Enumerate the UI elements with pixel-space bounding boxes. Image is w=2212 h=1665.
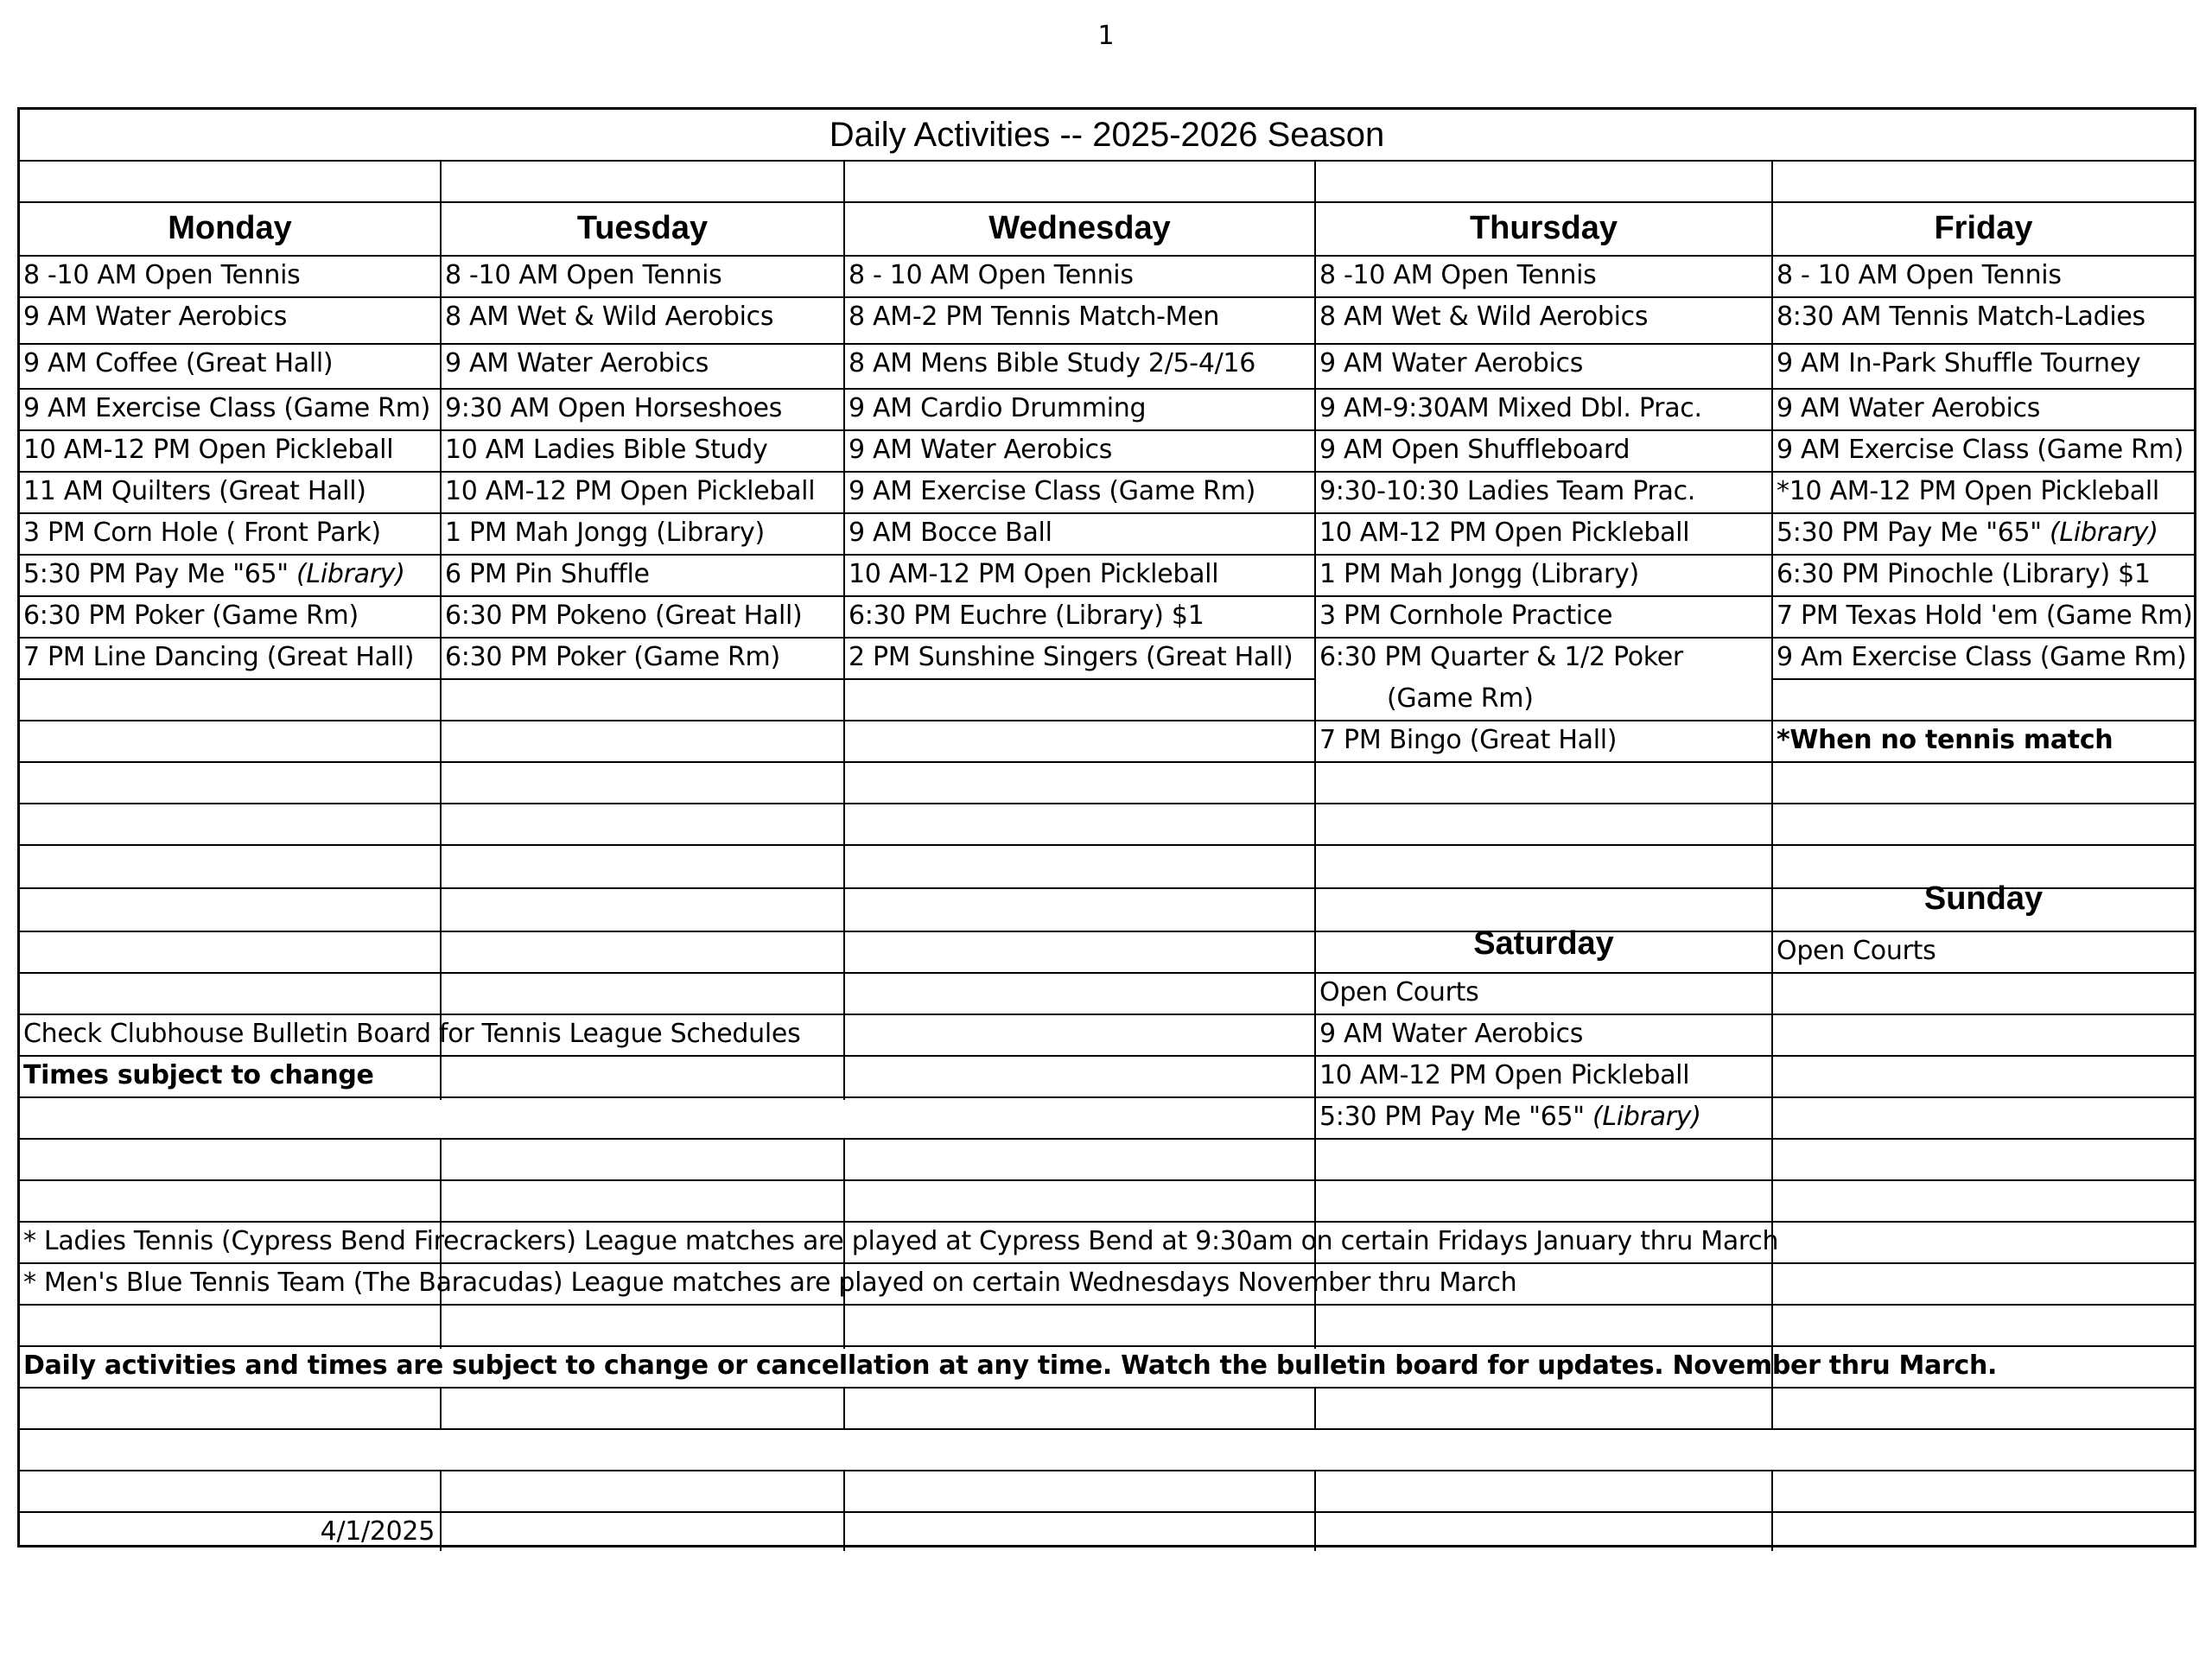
grid-line [20, 1055, 2194, 1057]
location-text: (Library) [1592, 1102, 1701, 1132]
grid-line [20, 595, 2194, 597]
wednesday-activity: 9 AM Exercise Class (Game Rm) [849, 476, 1256, 506]
grid-line [20, 296, 2194, 298]
grid-line [20, 388, 2194, 390]
grid-line [440, 1470, 442, 1551]
tuesday-activity: 1 PM Mah Jongg (Library) [445, 518, 765, 548]
friday-activity: 7 PM Texas Hold 'em (Game Rm) [1777, 601, 2193, 631]
saturday-activity: 9 AM Water Aerobics [1319, 1019, 1584, 1049]
monday-activity: 10 AM-12 PM Open Pickleball [23, 435, 394, 465]
activity-text: 5:30 PM Pay Me "65" [1319, 1102, 1585, 1132]
grid-line [20, 678, 1314, 680]
grid-line [20, 343, 2194, 345]
wednesday-activity: 8 AM-2 PM Tennis Match-Men [849, 302, 1220, 332]
grid-line [20, 1262, 2194, 1264]
thursday-activity: 9 AM Open Shuffleboard [1319, 435, 1630, 465]
grid-line [20, 844, 2194, 846]
day-header-friday: Friday [1934, 210, 2033, 246]
day-header-thursday: Thursday [1469, 210, 1618, 246]
location-text: (Library) [296, 559, 405, 589]
grid-line [843, 1387, 845, 1428]
day-header-sunday: Sunday [1923, 880, 2044, 917]
grid-line [20, 720, 2194, 721]
friday-activity: 8:30 AM Tennis Match-Ladies [1777, 302, 2145, 332]
sunday-activity: Open Courts [1777, 936, 1936, 966]
monday-activity: 7 PM Line Dancing (Great Hall) [23, 642, 415, 672]
friday-activity: 6:30 PM Pinochle (Library) $1 [1777, 559, 2151, 589]
grid-line [20, 637, 2194, 639]
daily-activities-note: Daily activities and times are subject to change or cancellation at any time. Watch the bulletin board for updates. November thru March. [23, 1350, 1998, 1381]
grid-line [1771, 1470, 1773, 1551]
grid-line [20, 471, 2194, 473]
activity-text: 5:30 PM Pay Me "65" [1777, 518, 2042, 548]
grid-line [20, 1014, 2194, 1015]
friday-note: *When no tennis match [1777, 725, 2113, 755]
thursday-activity: (Game Rm) [1387, 683, 1534, 714]
activity-text: 5:30 PM Pay Me "65" [23, 559, 289, 589]
grid-line [20, 1096, 2194, 1098]
monday-activity: 9 AM Exercise Class (Game Rm) [23, 393, 431, 423]
sheet-title: Daily Activities -- 2025-2026 Season [829, 116, 1385, 154]
grid-line [20, 1179, 2194, 1181]
grid-line [20, 803, 2194, 804]
tuesday-activity: 9 AM Water Aerobics [445, 348, 709, 378]
grid-line [20, 1387, 2194, 1389]
grid-line [20, 972, 2194, 974]
saturday-activity: 10 AM-12 PM Open Pickleball [1319, 1060, 1690, 1090]
grid-line [20, 201, 2194, 203]
friday-activity: 8 - 10 AM Open Tennis [1777, 260, 2062, 290]
wednesday-activity: 8 AM Mens Bible Study 2/5-4/16 [849, 348, 1256, 378]
friday-activity: 9 AM In-Park Shuffle Tourney [1777, 348, 2141, 378]
thursday-activity: 6:30 PM Quarter & 1/2 Poker [1319, 642, 1683, 672]
monday-activity: 3 PM Corn Hole ( Front Park) [23, 518, 381, 548]
tuesday-activity: 6:30 PM Poker (Game Rm) [445, 642, 780, 672]
grid-line [20, 1345, 2194, 1347]
wednesday-activity: 9 AM Water Aerobics [849, 435, 1113, 465]
thursday-activity: 10 AM-12 PM Open Pickleball [1319, 518, 1690, 548]
times-subject-note: Times subject to change [23, 1060, 374, 1090]
grid-line [20, 554, 2194, 556]
grid-line [440, 160, 442, 1100]
wednesday-activity: 2 PM Sunshine Singers (Great Hall) [849, 642, 1294, 672]
grid-line [20, 1428, 2194, 1430]
grid-line [20, 1511, 2194, 1513]
grid-line [20, 255, 2194, 257]
monday-activity: 6:30 PM Poker (Game Rm) [23, 601, 359, 631]
tuesday-activity: 10 AM-12 PM Open Pickleball [445, 476, 816, 506]
grid-line [1314, 160, 1316, 1349]
thursday-activity: 7 PM Bingo (Great Hall) [1319, 725, 1618, 755]
grid-line [20, 512, 2194, 514]
grid-line [20, 761, 2194, 763]
page-number: 1 [1097, 21, 1115, 51]
grid-line [843, 160, 845, 1100]
mens-league-note: * Men's Blue Tennis Team (The Baracudas) League matches are played on certain Wednesdays November thru March [23, 1268, 1517, 1298]
monday-activity: 9 AM Coffee (Great Hall) [23, 348, 334, 378]
tuesday-activity: 6:30 PM Pokeno (Great Hall) [445, 601, 803, 631]
grid-line [20, 1304, 2194, 1306]
wednesday-activity: 6:30 PM Euchre (Library) $1 [849, 601, 1205, 631]
ladies-league-note: * Ladies Tennis (Cypress Bend Firecrackers) League matches are played at Cypress Bend at 9:30am on certain Fridays January thru March [23, 1226, 1779, 1256]
day-header-saturday: Saturday [1473, 925, 1614, 962]
tuesday-activity: 6 PM Pin Shuffle [445, 559, 650, 589]
grid-line [440, 1387, 442, 1428]
thursday-activity: 8 AM Wet & Wild Aerobics [1319, 302, 1649, 332]
friday-activity: 9 AM Water Aerobics [1777, 393, 2041, 423]
day-header-monday: Monday [168, 210, 292, 246]
thursday-activity: 1 PM Mah Jongg (Library) [1319, 559, 1639, 589]
grid-line [20, 429, 2194, 431]
day-header-wednesday: Wednesday [988, 210, 1171, 246]
friday-activity: 9 Am Exercise Class (Game Rm) [1777, 642, 2187, 672]
wednesday-activity: 10 AM-12 PM Open Pickleball [849, 559, 1219, 589]
revision-date: 4/1/2025 [320, 1516, 435, 1547]
bulletin-note: Check Clubhouse Bulletin Board for Tennis League Schedules [23, 1019, 801, 1049]
wednesday-activity: 8 - 10 AM Open Tennis [849, 260, 1134, 290]
monday-activity: 9 AM Water Aerobics [23, 302, 288, 332]
friday-activity [1777, 518, 2158, 548]
tuesday-activity: 8 AM Wet & Wild Aerobics [445, 302, 774, 332]
wednesday-activity: 9 AM Bocce Ball [849, 518, 1052, 548]
grid-line [20, 1221, 2194, 1223]
thursday-activity: 9 AM-9:30AM Mixed Dbl. Prac. [1319, 393, 1702, 423]
grid-line [1314, 1470, 1316, 1551]
thursday-activity: 9:30-10:30 Ladies Team Prac. [1319, 476, 1696, 506]
grid-line [20, 931, 2194, 932]
monday-activity: 8 -10 AM Open Tennis [23, 260, 301, 290]
grid-line [20, 1470, 2194, 1471]
tuesday-activity: 8 -10 AM Open Tennis [445, 260, 722, 290]
grid-line [1771, 678, 2194, 680]
thursday-activity: 9 AM Water Aerobics [1319, 348, 1584, 378]
tuesday-activity: 10 AM Ladies Bible Study [445, 435, 768, 465]
grid-line [1314, 1387, 1316, 1428]
saturday-activity [1319, 1102, 1701, 1132]
tuesday-activity: 9:30 AM Open Horseshoes [445, 393, 783, 423]
day-header-tuesday: Tuesday [576, 210, 709, 246]
wednesday-activity: 9 AM Cardio Drumming [849, 393, 1147, 423]
grid-line [20, 1138, 2194, 1140]
friday-activity: 9 AM Exercise Class (Game Rm) [1777, 435, 2184, 465]
monday-activity [23, 559, 405, 589]
thursday-activity: 8 -10 AM Open Tennis [1319, 260, 1597, 290]
thursday-activity: 3 PM Cornhole Practice [1319, 601, 1613, 631]
location-text: (Library) [2050, 518, 2158, 548]
saturday-activity: Open Courts [1319, 977, 1479, 1007]
friday-activity: *10 AM-12 PM Open Pickleball [1777, 476, 2159, 506]
monday-activity: 11 AM Quilters (Great Hall) [23, 476, 366, 506]
grid-line [20, 160, 2194, 162]
activities-sheet [17, 107, 2196, 1547]
grid-line [843, 1470, 845, 1551]
